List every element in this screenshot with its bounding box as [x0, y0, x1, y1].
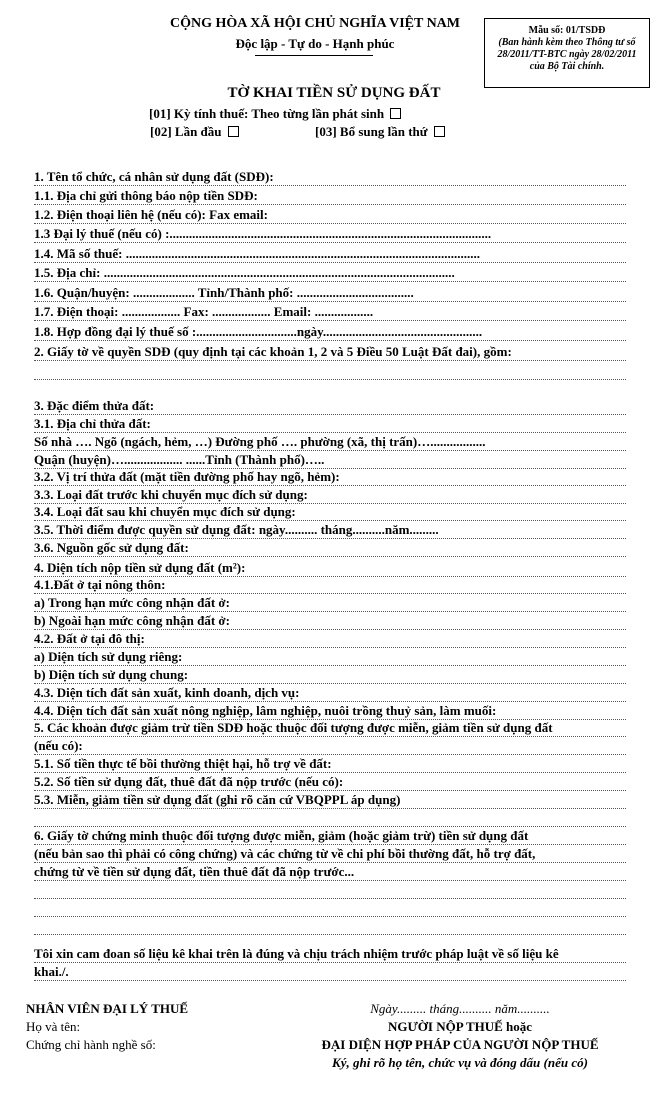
form-row: 4.2. Đất ở tại đô thị:	[34, 631, 145, 646]
dotted-separator	[34, 898, 626, 899]
signature-date: Ngày......... tháng.......... năm..........	[370, 1001, 550, 1016]
supplement-line	[315, 124, 445, 140]
dotted-separator	[34, 980, 626, 981]
dotted-separator	[34, 379, 626, 380]
form-row: 1.2. Điện thoại liên hệ (nếu có): Fax email:	[34, 207, 268, 222]
first-time-checkbox[interactable]	[228, 126, 239, 137]
form-row: 4.1.Đất ở tại nông thôn:	[34, 577, 166, 592]
first-time-label: [02] Lần đầu	[150, 124, 222, 139]
dotted-separator	[34, 934, 626, 935]
form-row: 5.3. Miễn, giảm tiền sử dụng đất (ghi rõ căn cứ VBQPPL áp dụng)	[34, 792, 401, 807]
form-row: Tôi xin cam đoan số liệu kê khai trên là đúng và chịu trách nhiệm trước pháp luật về số liệu kê	[34, 946, 559, 961]
agent-name-label: Họ và tên:	[26, 1019, 81, 1034]
form-row: b) Ngoài hạn mức công nhận đất ở:	[34, 613, 230, 628]
form-row: b) Diện tích sử dụng chung:	[34, 667, 189, 682]
form-row: Số nhà …. Ngõ (ngách, hẻm, …) Đường phố …. phường (xã, thị trấn)….................	[34, 434, 486, 449]
dotted-separator	[34, 281, 626, 282]
legal-rep-title: ĐẠI DIỆN HỢP PHÁP CỦA NGƯỜI NỘP THUẾ	[321, 1037, 599, 1052]
form-row: 3.4. Loại đất sau khi chuyển mục đích sử dụng:	[34, 504, 296, 519]
form-row: 2. Giấy tờ về quyền SDĐ (quy định tại các khoản 1, 2 và 5 Điều 50 Luật Đất đai), gồm:	[34, 344, 512, 359]
first-time-line	[150, 124, 239, 140]
form-row: 1.7. Điện thoại: .................. Fax: .................. Email: ..................	[34, 304, 374, 319]
form-row: 6. Giấy tờ chứng minh thuộc đối tượng được miễn, giảm (hoặc giảm trừ) tiền sử dụng đất	[34, 828, 529, 843]
form-legal-note: (Ban hành kèm theo Thông tư số 28/2011/TT-BTC ngày 28/02/2011 của Bộ Tài chính.	[497, 37, 637, 72]
motto-underline	[255, 55, 373, 56]
form-row: 4. Diện tích nộp tiền sử dụng đất (m²):	[34, 560, 246, 575]
form-row: 5.1. Số tiền thực tế bồi thường thiệt hại, hỗ trợ về đất:	[34, 756, 332, 771]
form-row: 3.6. Nguồn gốc sử dụng đất:	[34, 540, 189, 555]
form-row: Quận (huyện)….................. ......Tỉnh (Thành phố)…..	[34, 452, 325, 467]
per-occurrence-checkbox[interactable]	[390, 108, 401, 119]
dotted-separator	[34, 242, 626, 243]
form-row: khai./.	[34, 964, 69, 979]
form-row: 3.3. Loại đất trước khi chuyển mục đích sử dụng:	[34, 487, 308, 502]
form-row: 1.4. Mã số thuế: .............................................................................................................	[34, 246, 480, 261]
form-row: 1.1. Địa chỉ gửi thông báo nộp tiền SDĐ:	[34, 188, 258, 203]
form-row: chứng từ về tiền sử dụng đất, tiền thuê đất đã nộp trước...	[34, 864, 355, 879]
taxpayer-title: NGƯỜI NỘP THUẾ hoặc	[387, 1019, 533, 1034]
form-row: a) Trong hạn mức công nhận đất ở:	[34, 595, 230, 610]
form-row: 3.2. Vị trí thửa đất (mặt tiền đường phố hay ngõ, hẻm):	[34, 469, 340, 484]
form-row: 5. Các khoản được giảm trừ tiền SDĐ hoặc thuộc đối tượng được miễn, giảm tiền sử dụng đất	[34, 720, 553, 735]
form-row: a) Diện tích sử dụng riêng:	[34, 649, 183, 664]
form-row: (nếu có):	[34, 738, 83, 753]
form-row: 3.5. Thời điểm được quyền sử dụng đất: ngày.......... tháng..........năm.........	[34, 522, 439, 537]
form-row: 1. Tên tổ chức, cá nhân sử dụng đất (SDĐ):	[34, 169, 274, 184]
form-row: 1.8. Hợp đồng đại lý thuế số :...............................ngày.................................................	[34, 324, 483, 339]
agent-cert-label: Chứng chỉ hành nghề số:	[26, 1037, 156, 1052]
form-row: 4.3. Diện tích đất sản xuất, kinh doanh, dịch vụ:	[34, 685, 300, 700]
dotted-separator	[34, 916, 626, 917]
form-code: Mẫu số: 01/TSDĐ	[528, 25, 606, 36]
form-title: TỜ KHAI TIỀN SỬ DỤNG ĐẤT	[227, 85, 441, 101]
national-motto: Độc lập - Tự do - Hạnh phúc	[235, 36, 395, 51]
dotted-separator	[34, 808, 626, 809]
form-row: 1.6. Quận/huyện: ................... Tỉnh/Thành phố: ....................................	[34, 285, 414, 300]
country-name: CỘNG HÒA XÃ HỘI CHỦ NGHĨA VIỆT NAM	[169, 16, 460, 31]
form-row: 4.4. Diện tích đất sản xuất nông nghiệp, lâm nghiệp, nuôi trồng thuỷ sản, làm muối:	[34, 703, 497, 718]
form-row: 3.1. Địa chỉ thửa đất:	[34, 416, 151, 431]
dotted-separator	[34, 320, 626, 321]
supplement-label: [03] Bổ sung lần thứ	[315, 124, 428, 139]
dotted-separator	[34, 880, 626, 881]
dotted-separator	[34, 962, 626, 963]
dotted-separator	[34, 360, 626, 361]
tax-period-label: [01] Kỳ tính thuế: Theo từng lần phát sinh	[149, 106, 385, 121]
form-row: (nếu bản sao thì phải có công chứng) và các chứng từ về chi phí bồi thường đất, hỗ trợ đất,	[34, 846, 536, 861]
dotted-separator	[34, 556, 626, 557]
agent-title: NHÂN VIÊN ĐẠI LÝ THUẾ	[26, 1001, 189, 1016]
dotted-separator	[34, 340, 626, 341]
form-row: 1.3 Đại lý thuế (nếu có) :...................................................................................................	[34, 226, 492, 241]
form-row: 1.5. Địa chỉ: ............................................................................................................	[34, 265, 455, 280]
signature-instruction: Ký, ghi rõ họ tên, chức vụ và đóng dấu (nếu có)	[332, 1055, 588, 1070]
tax-period-line	[149, 106, 401, 122]
form-row: 3. Đặc điểm thửa đất:	[34, 398, 155, 413]
supplement-checkbox[interactable]	[434, 126, 445, 137]
dotted-separator	[34, 736, 626, 737]
form-row: 5.2. Số tiền sử dụng đất, thuê đất đã nộp trước (nếu có):	[34, 774, 344, 789]
form-code-box	[484, 18, 650, 88]
